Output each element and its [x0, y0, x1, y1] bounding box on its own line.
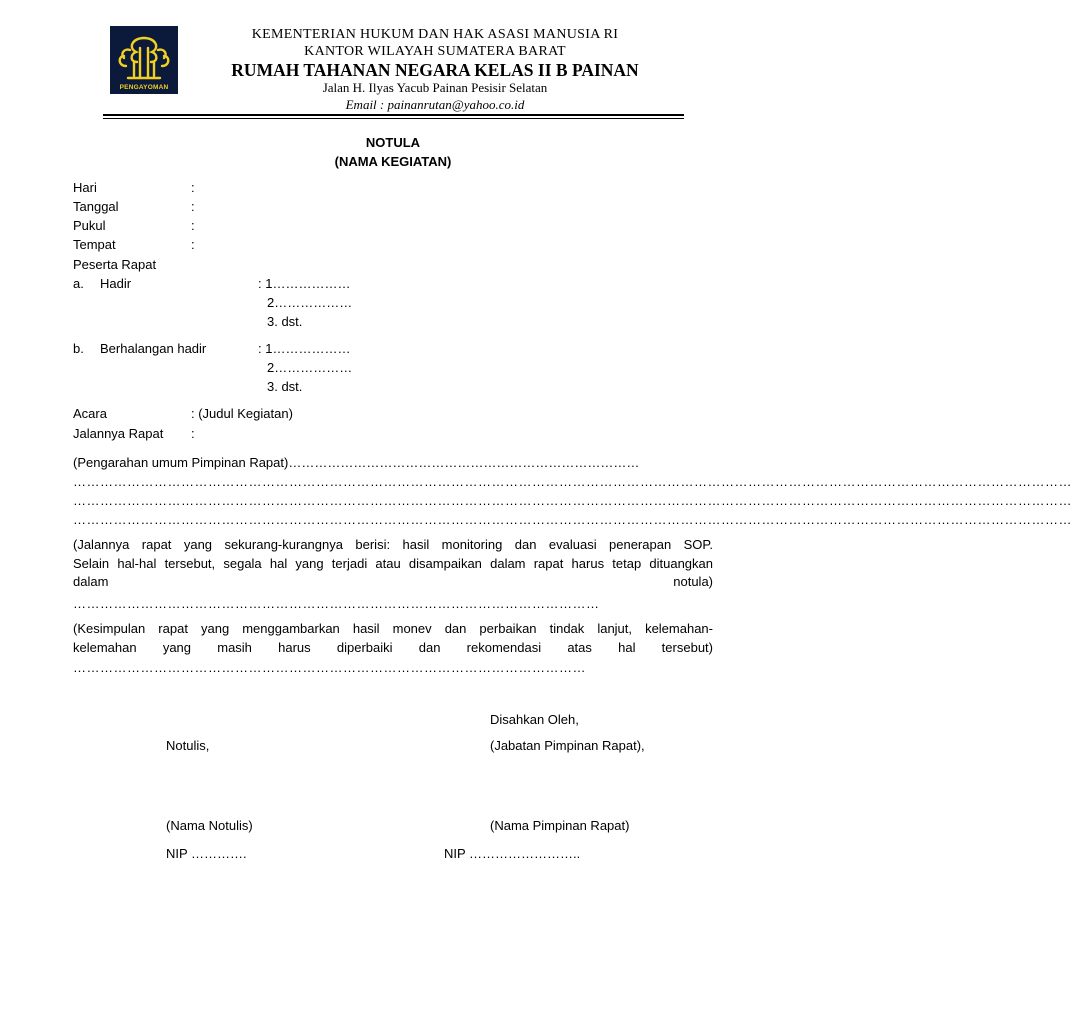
document-title: NOTULA — [365, 135, 421, 150]
institution-name: RUMAH TAHANAN NEGARA KELAS II B PAINAN — [231, 60, 639, 80]
address: Jalan H. Ilyas Yacub Painan Pesisir Selatan — [322, 80, 548, 95]
label-tempat: Tempat — [73, 237, 116, 252]
kesimpulan-line-1: (Kesimpulan rapat yang menggambarkan hasil monev dan perbaikan tindak lanjut, kelemahan- — [73, 621, 713, 636]
office-name: KANTOR WILAYAH SUMATERA BARAT — [304, 44, 566, 59]
jalannya-para-line-1: (Jalannya rapat yang sekurang-kurangnya berisi: hasil monitoring dan evaluasi penerapan SOP. — [73, 537, 713, 552]
label-hari: Hari — [73, 180, 97, 195]
hadir-item-3: 3. dst. — [267, 314, 303, 329]
dot-line-3: …………………………………………………………………………………………………………………………………………………………………………………………………… — [73, 512, 1072, 527]
label-jalannya: Jalannya Rapat — [73, 426, 164, 441]
nama-notulis: (Nama Notulis) — [166, 818, 253, 833]
dot-line-2: …………………………………………………………………………………………………………………………………………………………………………………………………… — [73, 493, 1072, 508]
nip-pimpinan: NIP …………………….. — [444, 846, 581, 861]
disahkan-label: Disahkan Oleh, — [490, 712, 579, 727]
colon-pukul: : — [191, 218, 195, 233]
jalannya-para-line-3-start: dalam — [73, 574, 109, 589]
hadir-item-2: 2……………… — [267, 295, 353, 310]
label-peserta: Peserta Rapat — [73, 257, 157, 272]
jabatan-label: (Jabatan Pimpinan Rapat), — [490, 738, 645, 753]
colon-jalannya: : — [191, 426, 195, 441]
colon-hari: : — [191, 180, 195, 195]
dot-line-1: …………………………………………………………………………………………………………………………………………………………………………………………………… — [73, 474, 1072, 489]
document-subtitle: (NAMA KEGIATAN) — [334, 154, 452, 169]
acara-value: : (Judul Kegiatan) — [191, 406, 293, 421]
halangan-item-3: 3. dst. — [267, 379, 303, 394]
notulis-label: Notulis, — [166, 738, 210, 753]
jalannya-para-line-2: Selain hal-hal tersebut, segala hal yang terjadi atau disampaikan dalam rapat harus tetap dituangkan — [73, 556, 713, 571]
hadir-item-1: : 1……………… — [258, 276, 351, 291]
halangan-item-2: 2……………… — [267, 360, 353, 375]
label-pukul: Pukul — [73, 218, 106, 233]
nip-notulis: NIP …………. — [166, 846, 247, 861]
colon-tempat: : — [191, 237, 195, 252]
colon-tanggal: : — [191, 199, 195, 214]
label-halangan: Berhalangan hadir — [100, 341, 207, 356]
label-tanggal: Tanggal — [73, 199, 119, 214]
halangan-item-1: : 1……………… — [258, 341, 351, 356]
email: Email : painanrutan@yahoo.co.id — [345, 97, 525, 112]
nama-pimpinan: (Nama Pimpinan Rapat) — [490, 818, 630, 833]
header-divider — [103, 114, 684, 116]
logo-emblem — [110, 26, 178, 94]
pengarahan-line: (Pengarahan umum Pimpinan Rapat)……………………………………………………………………… — [73, 455, 640, 470]
ministry-name: KEMENTERIAN HUKUM DAN HAK ASASI MANUSIA RI — [251, 27, 619, 42]
logo-caption: PENGAYOMAN — [119, 84, 169, 91]
label-acara: Acara — [73, 406, 107, 421]
kesimpulan-dots: …………………………………………………………………………………………………… — [73, 660, 586, 675]
kesimpulan-line-2: kelemahan yang masih harus diperbaiki dan rekomendasi atas hal tersebut) — [73, 640, 713, 655]
header-divider-thin — [103, 118, 684, 119]
label-halangan-letter: b. — [73, 341, 84, 356]
label-hadir: Hadir — [100, 276, 132, 291]
label-hadir-letter: a. — [73, 276, 84, 291]
jalannya-para-line-3-end: notula) — [673, 574, 713, 589]
jalannya-dots: ……………………………………………………………………………………………………… — [73, 596, 600, 611]
